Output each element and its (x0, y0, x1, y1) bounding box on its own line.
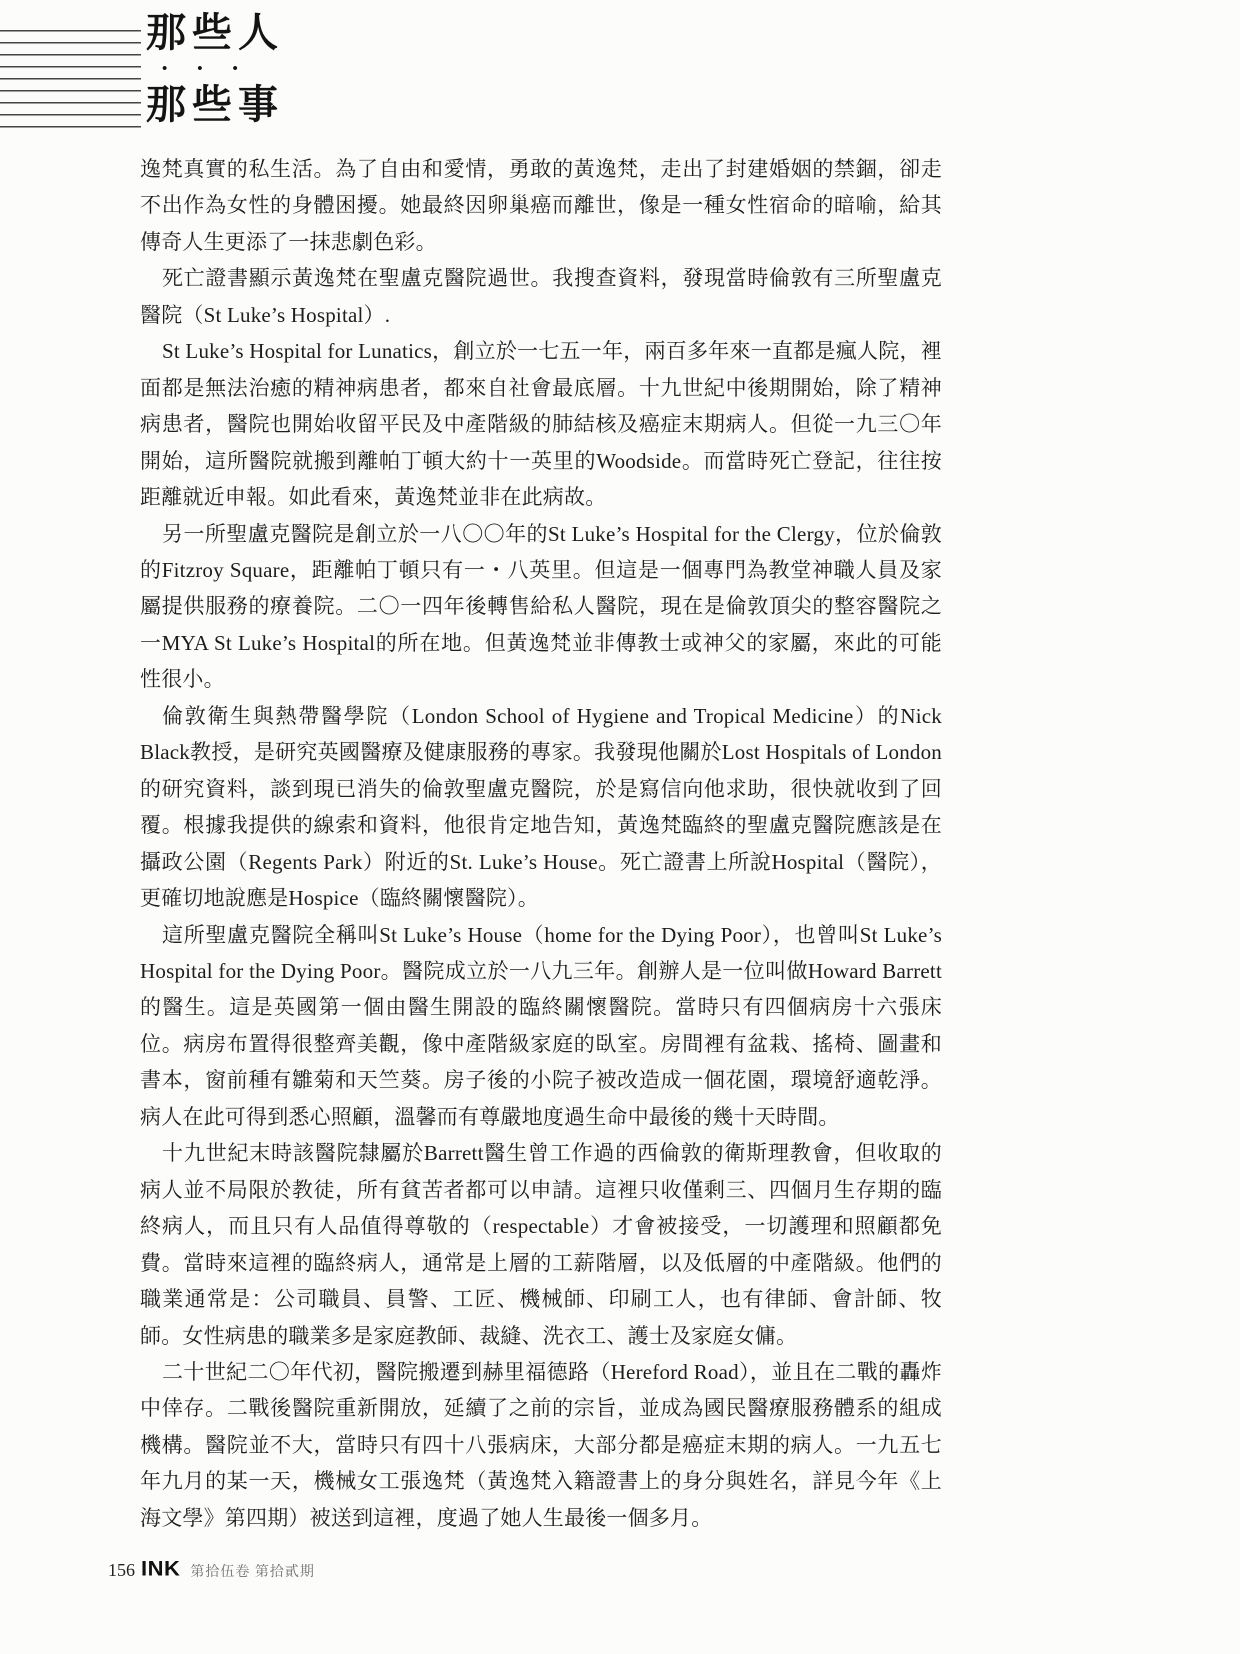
masthead-dots: ••• (162, 61, 268, 77)
page-footer (108, 1556, 315, 1582)
paragraph: 死亡證書顯示黃逸梵在聖盧克醫院過世。我搜查資料，發現當時倫敦有三所聖盧克醫院（St Luke’s Hospital）. (140, 266, 942, 327)
paragraph: St Luke’s Hospital for Lunatics，創立於一七五一年，兩百多年來一直都是瘋人院，裡面都是無法治癒的精神病患者，都來自社會最底層。十九世紀中後期開始，除了精神病患者，醫院也開始收留平民及中產階級的肺結核及癌症末期病人。但從一九三〇年開始，這所醫院就搬到離帕丁頓大約十一英里的Woodside。而當時死亡登記，往往按距離就近申報。如此看來，黃逸梵並非在此病故。 (140, 339, 942, 510)
paragraph: 倫敦衛生與熱帶醫學院（London School of Hygiene and Tropical Medicine）的Nick Black教授，是研究英國醫療及健康服務的專家。我發現他關於Lost Hospitals of London的研究資料，談到現已消失的倫敦聖盧克醫院，於是寫信向他求助，很快就收到了回覆。根據我提供的線索和資料，他很肯定地告知，黃逸梵臨終的聖盧克醫院應該是在攝政公園（Regents Park）附近的St. Luke’s House。死亡證書上所說Hospital（醫院），更確切地說應是Hospice（臨終關懷醫院）。 (140, 703, 942, 911)
page-number: 156 (108, 1560, 135, 1580)
masthead-title-bottom: 那些事 (146, 82, 284, 127)
paragraph: 十九世紀末時該醫院隸屬於Barrett醫生曾工作過的西倫敦的衛斯理教會，但收取的病人並不局限於教徒，所有貧苦者都可以申請。這裡只收僅剩三、四個月生存期的臨終病人，而且只有人品值得尊敬的（respectable）才會被接受，一切護理和照顧都免費。當時來這裡的臨終病人，通常是上層的工薪階層，以及低層的中產階級。他們的職業通常是：公司職員、員警、工匠、機械師、印刷工人，也有律師、會計師、牧師。女性病患的職業多是家庭教師、裁縫、洗衣工、護士及家庭女傭。 (140, 1141, 942, 1348)
paragraph: 逸梵真實的私生活。為了自由和愛情，勇敢的黃逸梵，走出了封建婚姻的禁錮，卻走不出作為女性的身體困擾。她最終因卵巢癌而離世，像是一種女性宿命的暗喻，給其傳奇人生更添了一抹悲劇色彩。 (140, 157, 942, 254)
section-masthead (146, 8, 284, 130)
paragraph: 這所聖盧克醫院全稱叫St Luke’s House（home for the Dying Poor），也曾叫St Luke’s Hospital for the Dying Poor。醫院成立於一八九三年。創辦人是一位叫做Howard Barrett的醫生。這是英國第一個由醫生開設的臨終關懷醫院。當時只有四個病房十六張床位。病房布置得很整齊美觀，像中產階級家庭的臥室。房間裡有盆栽、搖椅、圖畫和書本，窗前種有雛菊和天竺葵。房子後的小院子被改造成一個花園，環境舒適乾淨。病人在此可得到悉心照顧，溫馨而有尊嚴地度過生命中最後的幾十天時間。 (140, 922, 942, 1129)
article-body (140, 151, 942, 1536)
paragraph: 二十世紀二〇年代初，醫院搬遷到赫里福德路（Hereford Road），並且在二戰的轟炸中倖存。二戰後醫院重新開放，延續了之前的宗旨，並成為國民醫療服務體系的組成機構。醫院並不大，當時只有四十八張病床，大部分都是癌症末期的病人。一九五七年九月的某一天，機械女工張逸梵（黃逸梵入籍證書上的身分與姓名，詳見今年《上海文學》第四期）被送到這裡，度過了她人生最後一個多月。 (140, 1359, 942, 1530)
issue-label: 第拾伍卷 第拾貳期 (190, 1565, 315, 1580)
header-rule-lines (0, 30, 141, 129)
ink-logo: INK (141, 1556, 181, 1581)
paragraph: 另一所聖盧克醫院是創立於一八〇〇年的St Luke’s Hospital for the Clergy，位於倫敦的Fitzroy Square，距離帕丁頓只有一・八英里。但這是一個專門為教堂神職人員及家屬提供服務的療養院。二〇一四年後轉售給私人醫院，現在是倫敦頂尖的整容醫院之一MYA St Luke’s Hospital的所在地。但黃逸梵並非傳教士或神父的家屬，來此的可能性很小。 (140, 521, 942, 692)
masthead-title-top: 那些人 (146, 10, 284, 55)
